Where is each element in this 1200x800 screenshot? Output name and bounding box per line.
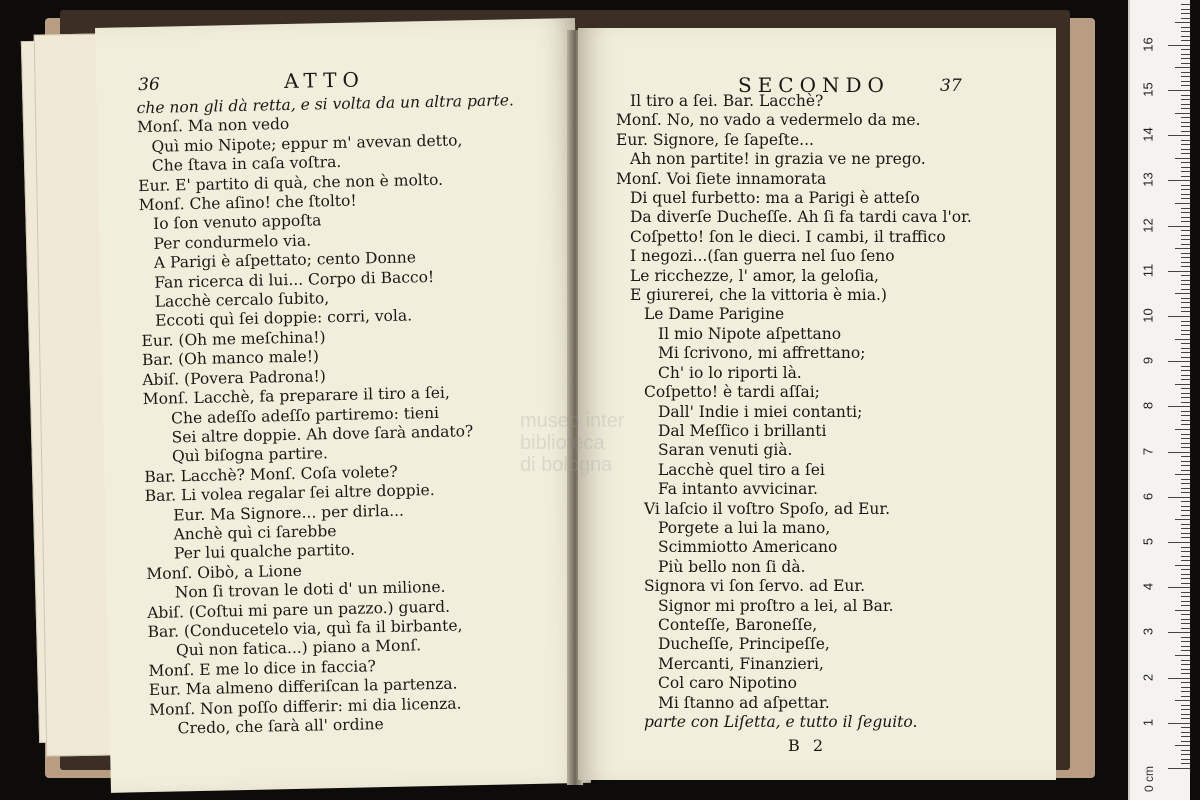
ruler-tick <box>1168 406 1190 407</box>
ruler-tick <box>1181 149 1190 150</box>
ruler-tick <box>1181 501 1190 502</box>
ruler-tick <box>1181 524 1190 525</box>
ruler-unit-label: 0 cm <box>1142 765 1157 793</box>
ruler-tick <box>1181 262 1190 263</box>
ruler-tick <box>1168 45 1190 46</box>
ruler-tick <box>1181 289 1190 290</box>
ruler-tick <box>1175 158 1190 159</box>
text-line: E giurerei, che la vittoria è mia.) <box>630 286 887 305</box>
ruler-tick <box>1168 768 1190 769</box>
text-line: Sei altre doppie. Ah dove ſarà andato? <box>171 422 474 447</box>
left-page-number: 36 <box>137 74 161 96</box>
ruler-tick <box>1181 569 1190 570</box>
ruler-tick <box>1181 343 1190 344</box>
ruler-tick <box>1181 533 1190 534</box>
ruler-tick <box>1181 153 1190 154</box>
text-line: parte con Liſetta, e tutto il ſeguito. <box>644 713 918 731</box>
ruler-tick <box>1175 610 1190 611</box>
text-line: Lacchè quel tiro a ſei <box>658 460 825 479</box>
ruler-tick <box>1181 54 1190 55</box>
ruler-tick <box>1181 198 1190 199</box>
ruler-tick <box>1175 745 1190 746</box>
ruler-tick <box>1181 461 1190 462</box>
text-line: Monſ. Ma non vedo <box>136 115 290 137</box>
ruler-tick <box>1181 547 1190 548</box>
ruler-tick <box>1181 443 1190 444</box>
text-line: Fa intanto avvicinar. <box>658 480 818 499</box>
ruler-tick <box>1168 632 1190 633</box>
left-page-text <box>136 91 527 739</box>
ruler-tick <box>1168 135 1190 136</box>
text-line: Io ſon venuto appoſta <box>152 211 322 234</box>
text-line: Coſpetto! ſon le dieci. I cambi, il traffico <box>630 227 946 246</box>
ruler-tick <box>1181 759 1190 760</box>
ruler-tick <box>1181 614 1190 615</box>
ruler-tick <box>1181 348 1190 349</box>
text-line: Che ſtava in caſa voſtra. <box>151 153 342 176</box>
ruler-tick <box>1181 619 1190 620</box>
ruler-tick <box>1181 334 1190 335</box>
ruler-tick <box>1175 22 1190 23</box>
ruler-number: 1 <box>1140 718 1156 726</box>
text-line: Ch' io lo riporti là. <box>658 363 802 382</box>
ruler-tick <box>1181 741 1190 742</box>
ruler-number: 4 <box>1140 583 1156 591</box>
ruler-tick <box>1181 325 1190 326</box>
ruler-tick <box>1181 185 1190 186</box>
ruler-tick <box>1181 393 1190 394</box>
ruler-tick <box>1181 189 1190 190</box>
ruler-tick <box>1175 565 1190 566</box>
ruler-tick <box>1175 339 1190 340</box>
ruler-tick <box>1181 307 1190 308</box>
ruler-tick <box>1181 280 1190 281</box>
text-line: Monſ. Oibò, a Lione <box>146 561 303 583</box>
ruler-tick <box>1181 40 1190 41</box>
left-page-header: ATTO <box>283 67 366 94</box>
text-line: Eur. E' partito di quà, che non è molto. <box>138 170 444 195</box>
ruler-number: 5 <box>1140 537 1156 546</box>
ruler-tick <box>1181 253 1190 254</box>
right-page-number: 37 <box>940 76 962 96</box>
text-line: I negozi...(ſan guerra nel ſuo ſeno <box>630 247 895 266</box>
text-line: Bar. (Conducetelo via, quì fa il birbante, <box>147 616 463 641</box>
text-line: Bar. (Oh manco male!) <box>141 347 320 370</box>
text-line: Signor mi proſtro a lei, al Bar. <box>658 596 894 615</box>
text-line: Fan ricerca di lui... Corpo di Bacco! <box>154 267 435 292</box>
text-line: Di quel furbetto: ma a Parigi è atteſo <box>630 189 920 208</box>
text-line: Monſ. Non poſſo differir: mi dia licenza. <box>149 694 462 719</box>
text-line: Le ricchezze, l' amor, la geloſia, <box>630 266 879 285</box>
ruler-tick <box>1181 456 1190 457</box>
ruler-tick <box>1181 140 1190 141</box>
ruler-tick <box>1168 587 1190 588</box>
ruler-tick <box>1181 9 1190 10</box>
text-line: Eur. Signore, ſe ſapeſte... <box>616 130 814 149</box>
ruler-tick <box>1181 162 1190 163</box>
text-line: Monſ. No, no vado a vedermelo da me. <box>616 111 921 130</box>
ruler-number: 6 <box>1140 492 1156 500</box>
ruler-tick <box>1181 63 1190 64</box>
ruler-tick <box>1181 85 1190 86</box>
ruler-tick <box>1181 596 1190 597</box>
ruler-tick <box>1181 669 1190 670</box>
ruler-tick <box>1181 311 1190 312</box>
ruler-tick <box>1181 375 1190 376</box>
ruler-tick <box>1181 266 1190 267</box>
ruler-number: 9 <box>1140 357 1156 365</box>
ruler-tick <box>1181 537 1190 538</box>
ruler-tick <box>1181 397 1190 398</box>
ruler-tick <box>1181 302 1190 303</box>
ruler-tick <box>1181 330 1190 331</box>
ruler-tick <box>1181 176 1190 177</box>
ruler-tick <box>1181 438 1190 439</box>
ruler-number: 3 <box>1140 628 1156 636</box>
text-line: Eur. Ma Signore... per dirla... <box>173 501 405 524</box>
text-line: Ducheſſe, Principeſſe, <box>658 635 830 654</box>
ruler-number: 15 <box>1140 82 1156 97</box>
watermark-line: biblioteca <box>520 432 605 454</box>
ruler-number: 14 <box>1140 127 1156 142</box>
ruler-tick <box>1181 510 1190 511</box>
text-line: Più bello non ſi dà. <box>658 557 806 576</box>
ruler-tick <box>1181 664 1190 665</box>
text-line: Col caro Nipotino <box>658 674 797 693</box>
ruler-tick <box>1181 76 1190 77</box>
ruler-tick <box>1181 483 1190 484</box>
ruler-number: 16 <box>1140 37 1156 52</box>
text-line: Le Dame Parigine <box>644 305 785 324</box>
ruler-tick <box>1181 298 1190 299</box>
ruler-tick <box>1181 637 1190 638</box>
ruler-tick <box>1181 714 1190 715</box>
ruler-tick <box>1168 361 1190 362</box>
ruler-tick <box>1181 4 1190 5</box>
text-line: Mi ſcrivono, mi affrettano; <box>658 344 866 363</box>
ruler-tick <box>1175 113 1190 114</box>
ruler-tick <box>1175 384 1190 385</box>
ruler-tick <box>1181 31 1190 32</box>
ruler-tick <box>1181 221 1190 222</box>
text-line: Monſ. Voi ſiete innamorata <box>616 169 827 188</box>
ruler-tick <box>1181 424 1190 425</box>
text-line: Credo, che ſarà all' ordine <box>177 715 384 738</box>
text-line: Eur. (Oh me meſchina!) <box>141 328 326 350</box>
text-line: A Parigi è aſpettato; cento Donne <box>153 248 417 273</box>
ruler-tick <box>1175 519 1190 520</box>
right-page-header: SECONDO <box>738 73 890 97</box>
ruler-tick <box>1181 117 1190 118</box>
ruler-tick <box>1181 144 1190 145</box>
text-line: Signora vi ſon ſervo. ad Eur. <box>644 577 866 596</box>
ruler-tick <box>1181 212 1190 213</box>
text-line: Conteſſe, Baroneſſe, <box>658 615 818 634</box>
ruler-tick <box>1181 239 1190 240</box>
ruler-tick <box>1181 465 1190 466</box>
ruler-tick <box>1181 257 1190 258</box>
ruler-tick <box>1181 217 1190 218</box>
ruler-tick <box>1168 90 1190 91</box>
text-line: Quì mio Nipote; eppur m' avevan detto, <box>151 131 463 156</box>
ruler-tick <box>1181 108 1190 109</box>
ruler-tick <box>1168 723 1190 724</box>
ruler-tick <box>1181 208 1190 209</box>
ruler-tick <box>1175 429 1190 430</box>
ruler-tick <box>1181 479 1190 480</box>
ruler-tick <box>1181 492 1190 493</box>
ruler-tick <box>1181 275 1190 276</box>
ruler-tick <box>1181 763 1190 764</box>
ruler-tick <box>1181 488 1190 489</box>
ruler-number: 11 <box>1140 263 1156 278</box>
ruler-tick <box>1181 122 1190 123</box>
ruler-tick <box>1181 687 1190 688</box>
ruler-tick <box>1181 605 1190 606</box>
text-line: Mercanti, Finanzieri, <box>658 654 824 673</box>
ruler-tick <box>1181 434 1190 435</box>
ruler-tick <box>1168 180 1190 181</box>
ruler-tick <box>1168 271 1190 272</box>
ruler-tick <box>1181 284 1190 285</box>
text-line: Per condurmelo via. <box>153 231 312 253</box>
ruler-tick <box>1181 321 1190 322</box>
ruler-tick <box>1175 655 1190 656</box>
text-line: Abiſ. (Povera Padrona!) <box>142 366 327 389</box>
ruler-tick <box>1181 750 1190 751</box>
ruler-tick <box>1181 95 1190 96</box>
text-line: Eccoti quì ſei doppie: corri, vola. <box>154 306 413 331</box>
ruler-tick <box>1181 578 1190 579</box>
text-line: Che adeſſo adeſſo partiremo: tieni <box>170 403 440 427</box>
text-line: Monſ. Che aſino! che ſtolto! <box>138 191 357 215</box>
ruler-tick <box>1181 27 1190 28</box>
ruler-tick <box>1175 474 1190 475</box>
ruler-tick <box>1168 316 1190 317</box>
ruler-tick <box>1181 691 1190 692</box>
ruler-tick <box>1181 230 1190 231</box>
ruler-tick <box>1181 36 1190 37</box>
ruler-tick <box>1181 528 1190 529</box>
ruler-tick <box>1181 357 1190 358</box>
ruler-tick <box>1181 370 1190 371</box>
ruler-tick <box>1181 660 1190 661</box>
ruler-tick <box>1181 81 1190 82</box>
ruler-tick <box>1181 235 1190 236</box>
ruler-tick <box>1181 673 1190 674</box>
ruler-tick <box>1181 682 1190 683</box>
left-page <box>95 18 591 793</box>
ruler-tick <box>1181 171 1190 172</box>
text-line: Abiſ. (Coſtui mi pare un pazzo.) guard. <box>147 597 451 622</box>
ruler-tick <box>1181 551 1190 552</box>
ruler-tick <box>1181 72 1190 73</box>
text-line: Dall' Indie i miei contanti; <box>658 402 863 421</box>
ruler-tick <box>1181 366 1190 367</box>
ruler-tick <box>1181 592 1190 593</box>
text-line: Saran venuti già. <box>658 441 793 460</box>
ruler-tick <box>1181 560 1190 561</box>
text-line: Bar. Li volea regalar ſei altre doppie. <box>144 481 435 506</box>
ruler-number: 7 <box>1140 447 1156 455</box>
ruler-tick <box>1181 736 1190 737</box>
ruler-tick <box>1181 447 1190 448</box>
ruler-tick <box>1175 203 1190 204</box>
ruler-tick <box>1168 226 1190 227</box>
ruler-tick <box>1181 415 1190 416</box>
ruler-tick <box>1181 556 1190 557</box>
ruler-tick <box>1181 705 1190 706</box>
ruler-tick <box>1181 49 1190 50</box>
ruler-tick <box>1181 709 1190 710</box>
text-line: Scimmiotto Americano <box>658 538 838 557</box>
text-line: Monſ. E me lo dice in faccia? <box>148 657 377 680</box>
ruler-tick <box>1181 515 1190 516</box>
text-line: Per lui qualche partito. <box>173 541 356 563</box>
ruler-tick <box>1181 727 1190 728</box>
ruler-number: 12 <box>1140 217 1156 233</box>
text-line: Coſpetto! è tardi aſſai; <box>644 383 820 402</box>
ruler-tick <box>1181 58 1190 59</box>
ruler-tick <box>1181 583 1190 584</box>
text-line: Il tiro a ſei. Bar. Lacchè? <box>630 92 824 110</box>
ruler-tick <box>1181 104 1190 105</box>
ruler-tick <box>1181 126 1190 127</box>
text-line: Vi laſcio il voſtro Spoſo, ad Eur. <box>644 499 891 518</box>
text-line: Da diverſe Ducheſſe. Ah ſi fa tardi cava l'or. <box>630 208 972 227</box>
ruler-tick <box>1181 650 1190 651</box>
ruler-tick <box>1175 67 1190 68</box>
ruler-tick <box>1181 411 1190 412</box>
ruler-tick <box>1181 167 1190 168</box>
ruler-number: 2 <box>1140 673 1156 681</box>
ruler-tick <box>1181 646 1190 647</box>
ruler-tick <box>1181 99 1190 100</box>
text-line: Mi ſtanno ad aſpettar. <box>658 693 830 712</box>
ruler-tick <box>1181 623 1190 624</box>
ruler-tick <box>1181 244 1190 245</box>
ruler-tick <box>1181 402 1190 403</box>
right-page <box>578 28 1056 780</box>
ruler-tick <box>1181 131 1190 132</box>
ruler-tick <box>1181 718 1190 719</box>
ruler-tick <box>1181 420 1190 421</box>
ruler-tick <box>1175 248 1190 249</box>
ruler-tick <box>1181 388 1190 389</box>
text-line: Anchè quì ci ſarebbe <box>173 521 337 544</box>
text-line: Dal Meſſico i brillanti <box>658 421 827 440</box>
ruler-tick <box>1181 641 1190 642</box>
text-line: Quì biſogna partire. <box>171 444 329 466</box>
watermark <box>520 410 625 476</box>
text-line: che non gli dà retta, e si volta da un altra parte. <box>136 91 515 118</box>
ruler-number: 8 <box>1140 402 1156 410</box>
text-line: Non ſi trovan le doti d' un milione. <box>174 577 446 602</box>
watermark-line: museo inter <box>520 410 625 432</box>
text-line: Quì non fatica...) piano a Monſ. <box>175 636 422 660</box>
ruler-tick <box>1181 574 1190 575</box>
ruler-tick <box>1168 542 1190 543</box>
ruler-tick <box>1181 470 1190 471</box>
ruler-tick <box>1175 293 1190 294</box>
ruler-tick <box>1175 700 1190 701</box>
text-line: Il mio Nipote aſpettano <box>658 324 842 343</box>
text-line: Eur. Ma almeno differiſcan la partenza. <box>148 674 458 700</box>
text-line: Porgete a lui la mano, <box>658 518 831 537</box>
signature-mark: B 2 <box>788 736 828 755</box>
ruler-tick <box>1181 194 1190 195</box>
ruler-tick <box>1181 379 1190 380</box>
ruler-tick <box>1181 601 1190 602</box>
ruler-tick <box>1181 754 1190 755</box>
ruler-tick <box>1181 18 1190 19</box>
text-line: Ah non partite! in grazia ve ne prego. <box>630 150 926 169</box>
ruler-tick <box>1181 732 1190 733</box>
ruler-number: 10 <box>1140 308 1156 323</box>
ruler-tick <box>1181 628 1190 629</box>
ruler-tick <box>1181 696 1190 697</box>
ruler-tick <box>1181 506 1190 507</box>
measuring-ruler <box>1128 0 1190 800</box>
ruler-number: 13 <box>1140 172 1156 188</box>
ruler-tick <box>1181 352 1190 353</box>
watermark-line: di bologna <box>520 454 613 476</box>
ruler-tick <box>1181 13 1190 14</box>
right-page-text <box>616 92 972 732</box>
ruler-tick <box>1168 452 1190 453</box>
ruler-tick <box>1168 497 1190 498</box>
text-line: Monſ. Lacchè, fa preparare il tiro a ſei, <box>142 383 450 409</box>
text-line: Bar. Lacchè? Monſ. Coſa volete? <box>144 462 398 486</box>
text-line: Lacchè cercalo ſubito, <box>154 289 330 311</box>
ruler-tick <box>1168 678 1190 679</box>
